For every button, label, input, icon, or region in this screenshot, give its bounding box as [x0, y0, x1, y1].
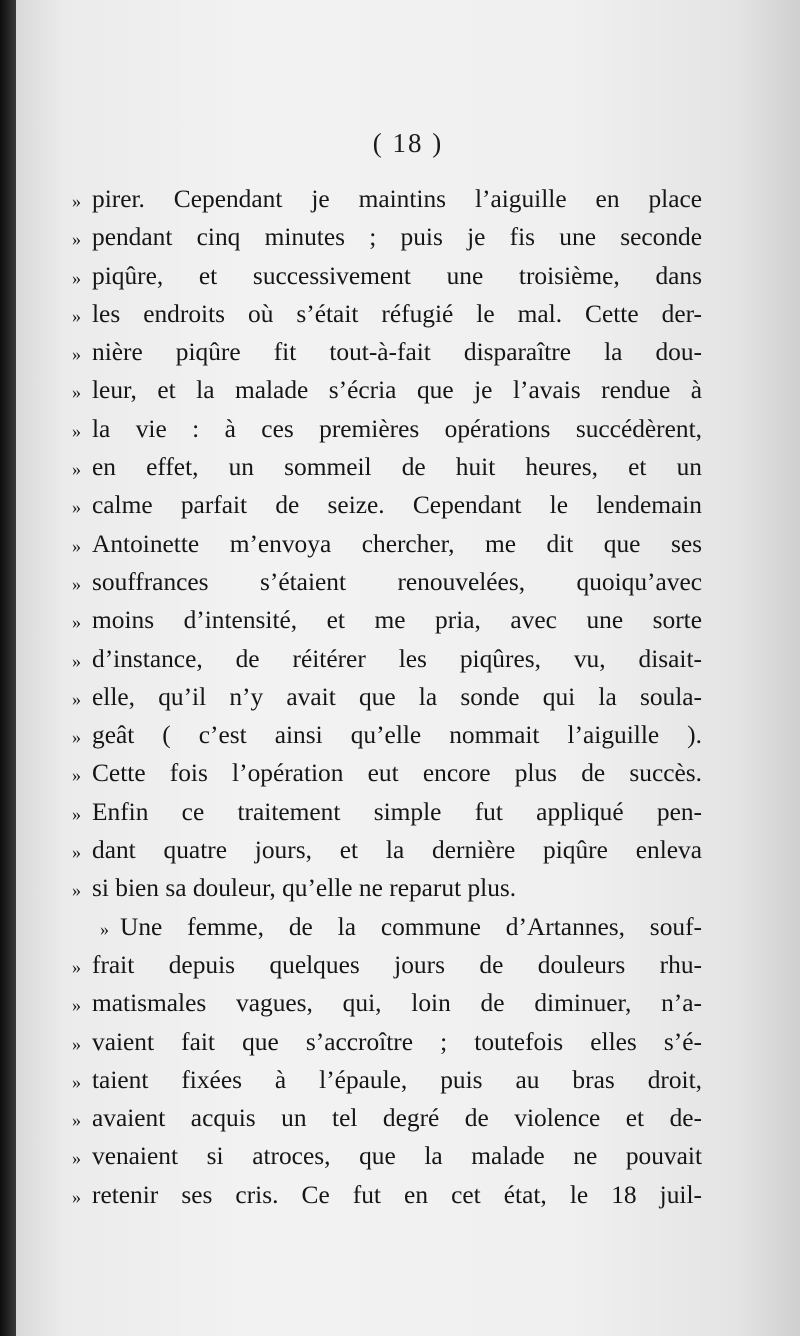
line-text: dant quatre jours, et la dernière piqûre enleva — [92, 836, 702, 865]
line-text: leur, et la malade s’écria que je l’avais rendue à — [92, 376, 702, 405]
line-text: d’instance, de réitérer les piqûres, vu, disait- — [92, 644, 702, 673]
page-number: ( 18 ) — [372, 128, 444, 158]
quote-mark: » — [72, 1071, 81, 1092]
line-text: Antoinette m’envoya chercher, me dit que ses — [92, 529, 702, 558]
quote-mark: » — [72, 727, 81, 748]
line-text: pirer. Cependant je maintins l’aiguille en place — [92, 185, 702, 213]
line-text: retenir ses cris. Ce fut en cet état, le 18 juil- — [92, 1180, 702, 1209]
book-page — [16, 0, 800, 1336]
body-text — [72, 180, 702, 1214]
quote-mark: » — [72, 880, 81, 901]
text-line — [72, 793, 702, 831]
quote-mark: » — [72, 191, 81, 211]
line-text: les endroits où s’était réfugié le mal. Cette der- — [92, 299, 702, 328]
text-line — [72, 295, 702, 333]
text-line — [72, 1137, 702, 1175]
quote-mark: » — [72, 803, 81, 824]
quote-mark: » — [72, 1110, 81, 1131]
quote-mark: » — [72, 956, 81, 977]
line-text: nière piqûre fit tout-à-fait disparaître la dou- — [92, 338, 702, 367]
text-line — [72, 448, 702, 486]
text-line — [72, 640, 702, 678]
text-line — [72, 1099, 702, 1137]
text-line — [72, 716, 702, 754]
quote-mark: » — [72, 229, 81, 250]
quote-mark: » — [72, 420, 81, 441]
text-line — [72, 869, 702, 907]
quote-mark: » — [72, 995, 81, 1016]
line-text: Enfin ce traitement simple fut appliqué pen- — [92, 797, 702, 826]
line-text: vaient fait que s’accroître ; toutefois elles s’é- — [92, 1027, 702, 1056]
text-line — [72, 984, 702, 1022]
quote-mark: » — [72, 688, 81, 709]
text-line — [72, 218, 702, 256]
text-line — [72, 257, 702, 295]
text-line — [72, 1023, 702, 1061]
quote-mark: » — [72, 1186, 81, 1207]
line-text: Une femme, de la commune d’Artannes, souf- — [120, 912, 702, 941]
line-text: elle, qu’il n’y avait que la sonde qui la soula- — [92, 682, 702, 711]
text-line — [72, 1061, 702, 1099]
quote-mark: » — [72, 344, 81, 365]
line-text: piqûre, et successivement une troisième, dans — [92, 261, 702, 290]
text-line — [72, 831, 702, 869]
text-line — [72, 486, 702, 524]
text-line — [72, 678, 702, 716]
quote-mark: » — [72, 305, 81, 326]
text-line — [72, 563, 702, 601]
quote-mark: » — [72, 842, 81, 863]
quote-mark: » — [72, 1148, 81, 1169]
text-line — [72, 525, 702, 563]
quote-mark: » — [72, 267, 81, 288]
line-text: frait depuis quelques jours de douleurs rhu- — [92, 950, 702, 979]
line-text: moins d’intensité, et me pria, avec une sorte — [92, 606, 702, 635]
text-line — [72, 180, 702, 218]
text-line — [72, 946, 702, 984]
line-text: avaient acquis un tel degré de violence et de- — [92, 1104, 702, 1133]
text-line — [72, 371, 702, 409]
text-line — [72, 908, 702, 946]
text-line — [72, 333, 702, 371]
text-line — [72, 410, 702, 448]
line-text: en effet, un sommeil de huit heures, et un — [92, 453, 702, 482]
quote-mark: » — [72, 382, 81, 403]
line-text: venaient si atroces, que la malade ne pouvait — [92, 1142, 702, 1171]
quote-mark: » — [72, 535, 81, 556]
quote-mark: » — [72, 459, 81, 480]
line-text: calme parfait de seize. Cependant le lendemain — [92, 491, 702, 520]
text-line — [72, 1176, 702, 1214]
line-text: souffrances s’étaient renouvelées, quoiqu’avec — [92, 567, 702, 596]
line-text: matismales vagues, qui, loin de diminuer, n’a- — [92, 989, 702, 1018]
quote-mark: » — [72, 612, 81, 633]
quote-mark: » — [72, 1033, 81, 1054]
line-text: taient fixées à l’épaule, puis au bras droit, — [92, 1065, 702, 1094]
quote-mark: » — [72, 497, 81, 518]
quote-mark: » — [72, 650, 81, 671]
quote-mark: » — [72, 573, 81, 594]
text-line — [72, 754, 702, 792]
quote-mark: » — [72, 765, 81, 786]
line-text: la vie : à ces premières opérations succédèrent, — [92, 414, 702, 443]
quote-mark: » — [100, 918, 109, 939]
page-gutter-shadow — [0, 0, 16, 1336]
line-text: Cette fois l’opération eut encore plus de succès. — [92, 759, 702, 788]
line-text: geât ( c’est ainsi qu’elle nommait l’aiguille ). — [92, 721, 702, 750]
line-text: si bien sa douleur, qu’elle ne reparut plus. — [92, 874, 517, 903]
text-line — [72, 601, 702, 639]
line-text: pendant cinq minutes ; puis je fis une seconde — [92, 223, 702, 252]
